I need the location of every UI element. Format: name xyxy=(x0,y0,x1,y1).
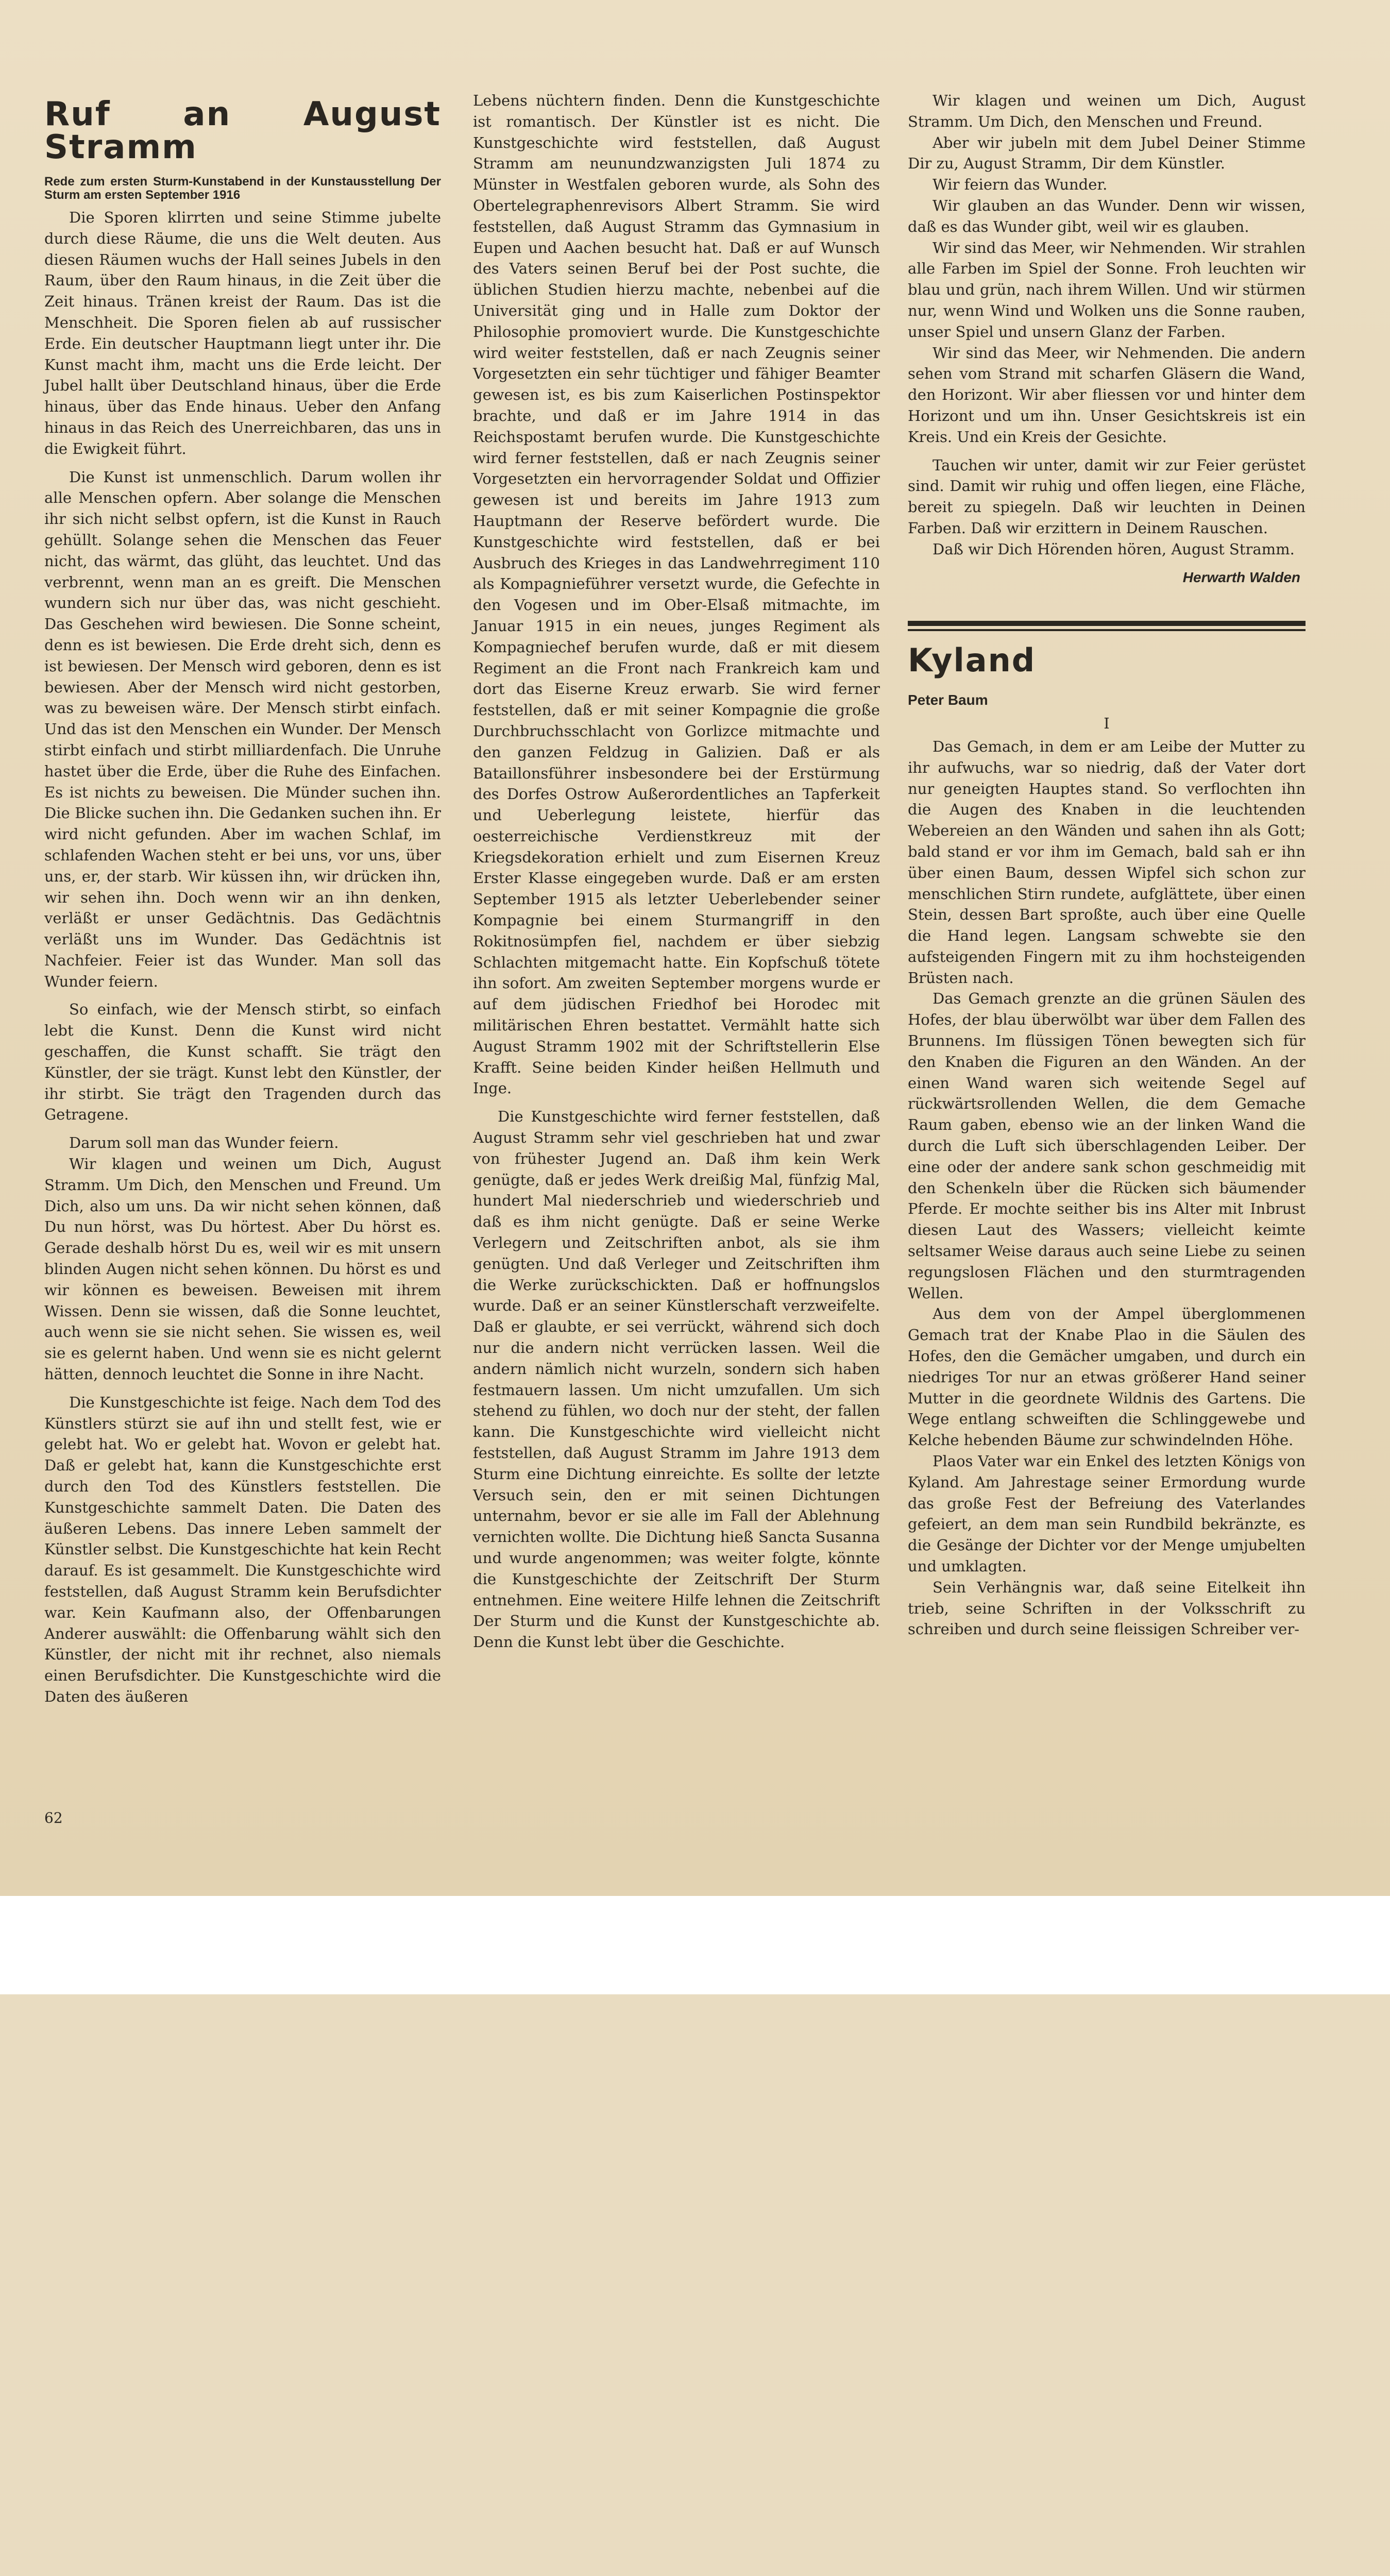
paragraph: Die Kunstgeschichte wird ferner feststellen, daß August Stramm sehr viel geschrieben hat und zwar von frühester Jugend an. Daß ihm kein Werk genügte, daß er jedes Werk dreißig Mal, fünfzig Mal, hundert Mal niederschrieb und wiederschrieb und daß es ihm nicht genügte. Daß er seine Werke Verlegern und Zeitschriften anbot, als sie ihm genügten. Und daß Verleger und Zeitschriften ihm die Werke zurückschickten. Daß er hoffnungslos wurde. Daß er an seiner Künstlerschaft verzweifelte. Daß er glaubte, er sei verrückt, während sich doch nur die andern nicht verrücken lassen. Weil die andern nämlich nicht wurzeln, sondern sich haben festmauern lassen. Um nicht umzufallen. Um sich stehend zu fühlen, wo doch nur der steht, der fallen kann. Die Kunstgeschichte wird vielleicht nicht feststellen, daß August Stramm im Jahre 1913 dem Sturm eine Dichtung einreichte. Es sollte der letzte Versuch sein, den er mit seinen Dichtungen unternahm, bevor er sie alle im Fall der Ablehnung vernichten wollte. Die Dichtung hieß Sancta Susanna und wurde angenommen; was weiter folgte, könnte die Kunstgeschichte der Zeitschrift Der Sturm entnehmen. Eine weitere Hilfe lehnen die Zeitschrift Der Sturm und die Kunst der Kunstgeschichte ab. Denn die Kunst lebt über die Geschichte. xyxy=(473,1108,880,1651)
paragraph: Wir klagen und weinen um Dich, August Stramm. Um Dich, den Menschen und Freund. xyxy=(908,92,1306,130)
library-footer xyxy=(0,1896,1390,1994)
paragraph: Wir glauben an das Wunder. Denn wir wissen, daß es das Wunder gibt, weil wir es glauben. xyxy=(908,196,1306,235)
paragraph: Tauchen wir unter, damit wir zur Feier gerüstet sind. Damit wir ruhig und offen liegen, eine Fläche, bereit zu spiegeln. Daß wir leuchten in Deinen Farben. Daß wir erzittern in Deinem Rauschen. xyxy=(908,456,1306,537)
paragraph: So einfach, wie der Mensch stirbt, so einfach lebt die Kunst. Denn die Kunst wird nicht geschaffen, die Kunst schafft. Sie trägt den Künstler, der sie trägt. Kunst lebt den Künstler, der ihr stirbt. Sie trägt den Tragenden durch das Getragene. xyxy=(44,1001,441,1124)
divider-thin xyxy=(908,629,1306,631)
paragraph: Das Gemach grenzte an die grünen Säulen des Hofes, der blau überwölbt war über dem Fallen des Brunnens. Im flüssigen Tönen bewegten sich für den Knaben die Figuren an den Wänden. An der einen Wand waren sich weitende Segel auf rückwärtsrollenden Wellen, die dem Gemache Raum gaben, ebenso wie an der linken Wand die durch die Luft sich überschlagenden Leiber. Der eine oder der andere sank schon geschmeidig mit den Schenkeln über die Rücken sich bäumender Pferde. Er mochte seither bis ins Alter mit Inbrust diesen Laut des Wassers; vielleicht keimte seltsamer Weise daraus auch seine Liebe zu seinen regungslosen Flächen und den sturmtragenden Wellen. xyxy=(908,990,1306,1302)
paragraph: Die Sporen klirrten und seine Stimme jubelte durch diese Räume, die uns die Welt deuten. Aus diesen Räumen wuchs der Hall seines Jubels in den Raum, über den Raum hinaus, in die Zeit über die Zeit hinaus. Tränen kreist der Raum. Das ist die Menschheit. Die Sporen fielen ab auf russischer Erde. Ein deutscher Hauptmann liegt unter ihr. Die Kunst macht ihm, macht uns die Erde leicht. Der Jubel hallt über Deutschland hinaus, über die Erde hinaus, über das Ende hinaus. Ueber den Anfang hinaus in das Reich des Unerreichbaren, das uns in die Ewigkeit führt. xyxy=(44,209,441,457)
paragraph: Plaos Vater war ein Enkel des letzten Königs von Kyland. Am Jahrestage seiner Ermordung wurde das große Fest der Befreiung des Vaterlandes gefeiert, an dem man sein Rundbild bekränzte, es die Gesänge der Dichter vor der Menge umjubelten und umklagten. xyxy=(908,1452,1306,1575)
article-author: Peter Baum xyxy=(908,692,988,708)
paragraph: Aus dem von der Ampel überglommenen Gemach trat der Knabe Plao in die Säulen des Hofes, den die Gemächer umgaben, und durch ein niedriges Tor nur an etwas größerer Hand seiner Mutter in die geordnete Wildnis des Gartens. Die Wege entlang schweiften die Schlinggewebe und Kelche hebenden Bäume zur schwindelnden Höhe. xyxy=(908,1305,1306,1449)
paragraph: Das Gemach, in dem er am Leibe der Mutter zu ihr aufwuchs, war so niedrig, daß der Vater dort nur geneigten Hauptes stand. So verflochten ihn die Augen des Knaben in die leuchtenden Webereien an den Wänden und sahen ihn als Gott; bald stand er vor ihm im Gemach, bald sah er ihn über einen Baum, dessen Wipfel sich schon zur menschlichen Stirn rundete, aufglättete, über einen Stein, dessen Bart sproßte, auch über eine Quelle die Hand legen. Langsam schwebte sie den aufsteigenden Fingern mit zu ihm hochsteigenden Brüsten nach. xyxy=(908,737,1306,987)
page-number: 62 xyxy=(44,1809,63,1826)
article-title: Kyland xyxy=(908,641,1036,680)
paragraph: Wir klagen und weinen um Dich, August Stramm. Um Dich, den Menschen und Freund. Um Dich, also um uns. Da wir nicht sehen können, daß Du nun hörst, was Du hörtest. Aber Du hörst es. Gerade deshalb hörst Du es, weil wir es mit unsern blinden Augen nicht sehen können. Du hörst es und wir können es beweisen. Beweisen mit ihrem Wissen. Denn sie wissen, daß die Sonne leuchtet, auch wenn sie sie nicht sehen. Sie wissen es, weil sie es gelernt haben. Und wenn sie es nicht gelernt hätten, dennoch leuchtet die Sonne in ihre Nacht. xyxy=(44,1155,441,1383)
author-signature: Herwarth Walden xyxy=(1182,569,1300,585)
paragraph: Darum soll man das Wunder feiern. xyxy=(69,1134,339,1152)
paragraph: Wir sind das Meer, wir Nehmenden. Die andern sehen vom Strand mit scharfen Gläsern die Wand, den Horizont. Wir aber fliessen vor und hinter dem Horizont und um ihn. Unser Gesichtskreis ist ein Kreis. Und ein Kreis der Gesichte. xyxy=(908,344,1306,446)
article-title: Ruf an August Stramm xyxy=(44,95,441,166)
column-2 xyxy=(473,90,880,1653)
article-subtitle: Rede zum ersten Sturm-Kunstabend in der Kunstausstellung Der Sturm am ersten September 1916 xyxy=(44,175,441,202)
paragraph: Lebens nüchtern finden. Denn die Kunstgeschichte ist romantisch. Der Künstler ist es nicht. Die Kunstgeschichte wird feststellen, daß August Stramm am neunundzwanzigsten Juli 1874 zu Münster in Westfalen geboren wurde, als Sohn des Obertelegraphenrevisors Albert Stramm. Sie wird feststellen, daß August Stramm das Gymnasium in Eupen und Aachen besucht hat. Daß er auf Wunsch des Vaters seinen Beruf bei der Post suchte, die üblichen Studien hierzu machte, nebenbei auf die Universität ging und in Halle zum Doktor der Philosophie promoviert wurde. Die Kunstgeschichte wird weiter feststellen, daß er nach Zeugnis seiner Vorgesetzten ein sehr tüchtiger und fähiger Beamter gewesen ist, es bis zum Kaiserlichen Postinspektor brachte, und daß er im Jahre 1914 in das Reichspostamt berufen wurde. Die Kunstgeschichte wird ferner feststellen, daß er nach Zeugnis seiner Vorgesetzten ein hervorragender Soldat und Offizier gewesen ist und bereits im Jahre 1913 zum Hauptmann der Reserve befördert wurde. Die Kunstgeschichte wird feststellen, daß er bei Ausbruch des Krieges in das Landwehrregiment 110 als Kompagnieführer versetzt wurde, die Gefechte in den Vogesen und im Ober-Elsaß mitmachte, im Januar 1915 in ein neues, junges Regiment als Kompagniechef berufen wurde, daß er mit diesem Regiment an die Front nach Frankreich kam und dort das Eiserne Kreuz erwarb. Sie wird ferner feststellen, daß er mit seiner Kompagnie die große Durchbruchsschlacht von Gorlizce mitmachte und den ganzen Feldzug in Galizien. Daß er als Bataillonsführer insbesondere bei der Erstürmung des Dorfes Ostrow Außerordentliches an Tapferkeit und Ueberlegung leistete, hierfür das oesterreichische Verdienstkreuz mit der Kriegsdekoration erhielt und zum Eisernen Kreuz Erster Klasse eingegeben wurde. Daß er am ersten September 1915 als letzter Ueberlebender seiner Kompagnie bei einem Sturmangriff in den Rokitnosümpfen fiel, nachdem er über siebzig Schlachten mitgemacht hatte. Ein Kopfschuß tötete ihn sofort. Am zweiten September morgens wurde er auf dem jüdischen Friedhof bei Horodec mit militärischen Ehren bestattet. Vermählt hatte sich August Stramm 1902 mit der Schriftstellerin Else Krafft. Seine beiden Kinder heißen Hellmuth und Inge. xyxy=(473,92,880,1097)
column-1 xyxy=(44,95,441,1707)
paragraph: Die Kunstgeschichte ist feige. Nach dem Tod des Künstlers stürzt sie auf ihn und stellt fest, wie er gelebt hat. Wo er gelebt hat. Wovon er gelebt hat. Daß er gelebt hat, kann die Kunstgeschichte erst durch den Tod des Künstlers feststellen. Die Kunstgeschichte sammelt Daten. Die Daten des äußeren Lebens. Das innere Leben sammelt der Künstler selbst. Die Kunstgeschichte hat kein Recht darauf. Es ist gesammelt. Die Kunstgeschichte wird feststellen, daß August Stramm kein Berufsdichter war. Kein Kaufmann also, der Offenbarungen Anderer auswählt: die Offenbarung wählt sich den Künstler, der nicht mit ihr rechnet, also niemals einen Berufsdichter. Die Kunstgeschichte wird die Daten des äußeren xyxy=(44,1393,441,1705)
paragraph: Daß wir Dich Hörenden hören, August Stramm. xyxy=(933,540,1295,558)
section-number: I xyxy=(1104,715,1110,733)
paragraph: Die Kunst ist unmenschlich. Darum wollen ihr alle Menschen opfern. Aber solange die Menschen ihr sich nicht selbst opfern, ist die Kunst in Rauch gehüllt. Solange sehen die Menschen das Feuer nicht, das wärmt, das glüht, das leuchtet. Und das verbrennt, wenn man an es greift. Die Menschen wundern sich nur über das, was nicht geschieht. Das Geschehen wird bewiesen. Die Sonne scheint, denn es ist bewiesen. Die Erde dreht sich, denn es ist bewiesen. Der Mensch wird geboren, denn es ist bewiesen. Aber der Mensch wird nicht gestorben, was zu beweisen wäre. Der Mensch stirbt einfach. Und das ist den Menschen ein Wunder. Der Mensch stirbt einfach und stirbt milliardenfach. Die Unruhe hastet über die Erde, über die Ruhe des Einfachen. Es ist nichts zu beweisen. Die Münder suchen ihn. Die Blicke suchen ihn. Die Gedanken suchen ihn. Er wird nicht gefunden. Aber im wachen Schlaf, im schlafenden Wachen steht er bei uns, vor uns, über uns, er, der starb. Wir küssen ihn, wir drücken ihn, wir sehen ihn. Doch wenn wir an ihn denken, verläßt er unser Gedächtnis. Das Gedächtnis verläßt uns im Wunder. Das Gedächtnis ist Nachfeier. Feier ist das Wunder. Man soll das Wunder feiern. xyxy=(44,468,441,990)
divider-thick xyxy=(908,621,1306,626)
column-3 xyxy=(908,90,1306,1640)
paragraph: Wir sind das Meer, wir Nehmenden. Wir strahlen alle Farben im Spiel der Sonne. Froh leuchten wir blau und grün, nach ihrem Willen. Und wir stürmen nur, wenn Wind und Wolken uns die Sonne rauben, unser Spiel und unsern Glanz der Farben. xyxy=(908,239,1306,341)
paragraph: Sein Verhängnis war, daß seine Eitelkeit ihn trieb, seine Schriften in der Volksschrift zu schreiben und durch seine fleissigen Schreiber ver- xyxy=(908,1578,1306,1638)
paragraph: Aber wir jubeln mit dem Jubel Deiner Stimme Dir zu, August Stramm, Dir dem Künstler. xyxy=(908,133,1306,173)
paragraph: Wir feiern das Wunder. xyxy=(933,176,1108,194)
